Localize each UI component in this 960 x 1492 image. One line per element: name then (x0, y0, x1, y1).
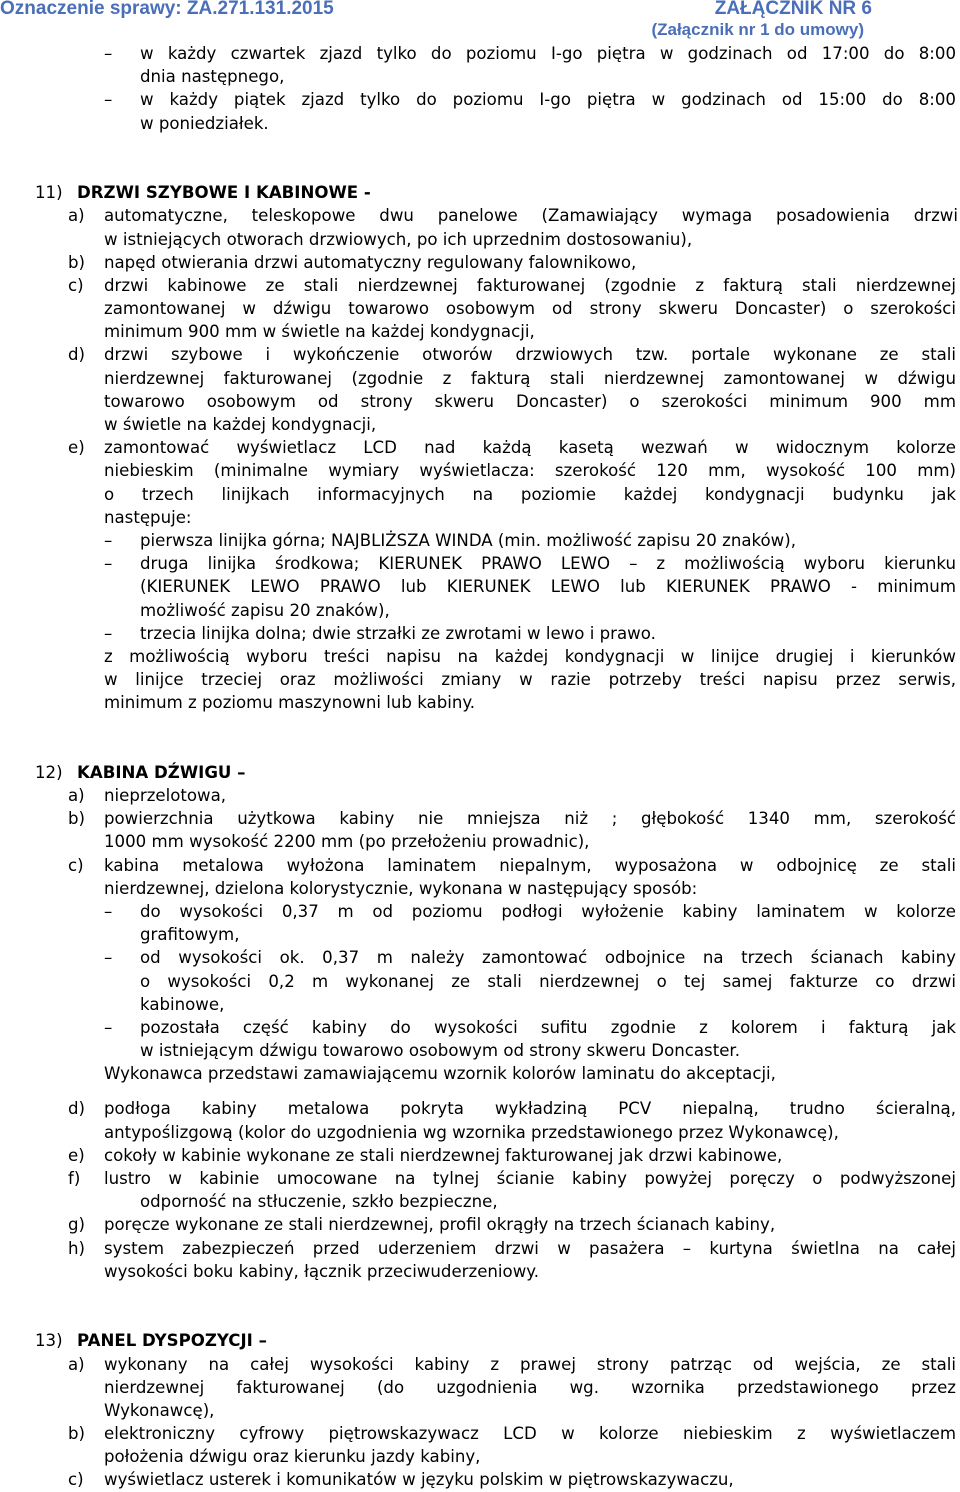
list-item: – w każdy czwartek zjazd tylko do poziomu I-go piętra w godzinach od 17:00 do 8:00 (0, 42, 960, 65)
list-item: – pozostała część kabiny do wysokości sufitu zgodnie z kolorem i fakturą jak (0, 1016, 960, 1039)
list-item: e) zamontować wyświetlacz LCD nad każdą kasetą wezwań w widocznym kolorze (68, 438, 956, 458)
dash-bullet: – (104, 623, 113, 643)
section-heading (0, 761, 960, 784)
dash-bullet: – (104, 554, 113, 574)
list-item: – do wysokości 0,37 m od poziomu podłogi wyłożenie kabiny laminatem w kolorze (0, 900, 960, 923)
list-item: a) nieprzelotowa, (68, 786, 227, 805)
list-item: h) system zabezpieczeń przed uderzeniem drzwi w pasażera – kurtyna świetlna na całej (68, 1238, 956, 1258)
list-item: – druga linijka środkowa; KIERUNEK PRAWO LEWO – z możliwością wyboru kierunku (0, 552, 960, 575)
section-title: DRZWI SZYBOWE I KABINOWE - (77, 183, 371, 203)
list-item: d) podłoga kabiny metalowa pokryta wykładziną PCV niepalną, trudno ścieralną, (68, 1099, 956, 1119)
dash-bullet: – (104, 901, 113, 921)
list-item: a) wykonany na całej wysokości kabiny z prawej strony patrząc od wejścia, ze stali (68, 1354, 956, 1374)
list-item: c) kabina metalowa wyłożona laminatem niepalnym, wyposażona w odbojnicę ze stali (68, 855, 956, 875)
list-item: a) automatyczne, teleskopowe dwu panelowe (Zamawiający wymaga posadowienia drzwi (68, 206, 958, 226)
list-item: c) wyświetlacz usterek i komunikatów w języku polskim w piętrowskazywaczu, (68, 1470, 734, 1490)
dash-bullet: – (104, 44, 113, 63)
document-body: – w każdy czwartek zjazd tylko do poziomu I-go piętra w godzinach od 17:00 do 8:00 dnia następnego, – w każdy piątek zjazd tylko do poziomu I-go piętra w godzinach od 15:00 do 8:00 w poniedziałek. 11) DRZWI SZYBOWE I KABINOWE - a) automatyczne, teleskopowe dwu panelowe (Zamawiający wymaga posadowienia drzwi w istniejących otworach drzwiowych, po ich uprzednim dostosowaniu), b) napęd otwierania drzwi automatyczny regulowany falownikowo, c) drzwi kabinowe ze stali nierdzewnej fakturowanej (zgodnie z fakturą stali nierdzewnej zamontowanej w dźwigu towarowo osobowym od strony skweru Doncaster) o szerokości minimum 900 mm w świetle na każdej kondygnacji, d) drzwi szybowe i wykończenie otworów drzwiowych tzw. portale wykonane ze stali nierdzewnej fakturowanej (zgodnie z fakturą stali nierdzewnej zamontowanej w dźwigu towarowo osobowym od strony skweru Doncaster) o szerokości minimum 900 mm w świetle na każdej kondygnacji, e) zamontować wyświetlacz LCD nad każdą kasetą wezwań w widocznym kolorze niebieskim (minimalne wymiary wyświetlacza: szerokość 120 mm, wysokość 100 mm) o trzech linijkach informacyjnych na poziomie każdej kondygnacji budynku jak następuje: – pierwsza linijka górna; NAJBLIŻSZA WINDA (min. możliwość zapisu 20 znaków), – druga linijka środkowa; KIERUNEK PRAWO LEWO – z możliwością wyboru kierunku (KIERUNEK LEWO PRAWO lub KIERUNEK LEWO lub KIERUNEK PRAWO - minimum możliwość zapisu 20 znaków), – trzecia linijka dolna; dwie strzałki ze zwrotami w lewo i prawo. z możliwością wyboru treści napisu na każdej kondygnacji w linijce drugiej i kierunków w linijce trzeciej oraz możliwości zmiany w razie potrzeby treści napisu przez serwis, minimum z poziomu maszynowni lub kabiny. 12) KABINA DŹWIGU – a) nieprzelotowa, b) powierzchnia użytkowa kabiny nie mniejsza niż ; głębokość 1340 mm, szerokość 1000 mm wysokość 2200 mm (po przełożeniu prowadnic), c) kabina metalowa wyłożona laminatem niepalnym, wyposażona w odbojnicę ze stali nierdzewnej, dzielona kolorystycznie, wykonana w następujący sposób: – do wysokości 0,37 m od poziomu podłogi wyłożenie kabiny laminatem w kolorze grafitowym, – od wysokości ok. 0,37 m należy zamontować odbojnice na trzech ścianach kabiny o wysokości 0,2 m wykonanej ze stali nierdzewnej o tej samej fakturze co drzwi kabinowe, – pozostała część kabiny do wysokości sufitu zgodnie z kolorem i fakturą jak w istniejącym dźwigu towarowo osobowym od strony skweru Doncaster. Wykonawca przedstawi zamawiającemu wzornik kolorów laminatu do akceptacji, d) podłoga kabiny metalowa pokryta wykładziną PCV niepalną, trudno ścieralną, antypoślizgową (kolor do uzgodnienia wg wzornika przedstawionego przez Wykonawcę), e) cokoły w kabinie wykonane ze stali nierdzewnej fakturowanej jak drzwi kabinowe, f) lustro w kabinie umocowane na tylnej ścianie kabiny powyżej poręczy o podwyższonej odporność na stłuczenie, szkło bezpieczne, g) poręcze wykonane ze stali nierdzewnej, profil okrągły na trzech ścianach kabiny, h) system zabezpieczeń przed uderzeniem drzwi w pasażera – kurtyna świetlna na całej wysokości boku kabiny, łącznik przeciwuderzeniowy. 13) PANEL DYSPOZYCJI – a) wykonany na całej wysokości kabiny z prawej strony patrząc od wejścia, ze stali nierdzewnej fakturowanej (do uzgodnienia wg. wzornika przedstawionego przez Wykonawcę), b) elektroniczny cyfrowy piętrowskazywacz LCD w kolorze niebieskim z wyświetlaczem położenia dźwigu oraz kierunku jazdy kabiny, c) wyświetlacz usterek i komunikatów w języku polskim w piętrowskazywaczu, (0, 42, 960, 1492)
list-item: g) poręcze wykonane ze stali nierdzewnej, profil okrągły na trzech ścianach kabiny, (68, 1215, 776, 1235)
list-item: b) elektroniczny cyfrowy piętrowskazywacz LCD w kolorze niebieskim z wyświetlaczem (68, 1424, 956, 1444)
section-number: 11) (35, 183, 63, 203)
section-number: 13) (35, 1331, 63, 1351)
dash-bullet: – (104, 90, 113, 110)
page-header (0, 0, 960, 46)
list-item: – w każdy piątek zjazd tylko do poziomu I-go piętra w godzinach od 15:00 do 8:00 (0, 88, 960, 111)
list-item: b) napęd otwierania drzwi automatyczny regulowany falownikowo, (68, 252, 637, 272)
list-item: b) powierzchnia użytkowa kabiny nie mniejsza niż ; głębokość 1340 mm, szerokość (68, 809, 956, 829)
section-heading (0, 181, 960, 204)
attachment-title: ZAŁĄCZNIK NR 6 (714, 0, 872, 19)
dash-bullet: – (104, 530, 113, 550)
list-item: – od wysokości ok. 0,37 m należy zamontować odbojnice na trzech ścianach kabiny (0, 946, 960, 969)
list-item: c) drzwi kabinowe ze stali nierdzewnej fakturowanej (zgodnie z fakturą stali nierdzewnej (68, 275, 956, 295)
list-item: f) lustro w kabinie umocowane na tylnej ścianie kabiny powyżej poręczy o podwyższonej (68, 1169, 956, 1188)
section-title: PANEL DYSPOZYCJI – (77, 1331, 267, 1351)
section-title: KABINA DŹWIGU – (77, 762, 246, 782)
dash-bullet: – (104, 948, 113, 968)
section-heading (0, 1329, 960, 1352)
list-item: e) cokoły w kabinie wykonane ze stali nierdzewnej fakturowanej jak drzwi kabinowe, (68, 1145, 783, 1165)
section-number: 12) (35, 762, 63, 782)
list-item: d) drzwi szybowe i wykończenie otworów drzwiowych tzw. portale wykonane ze stali (68, 345, 956, 365)
case-number: Oznaczenie sprawy: ZA.271.131.2015 (0, 0, 334, 19)
attachment-subtitle: (Załącznik nr 1 do umowy) (651, 20, 864, 39)
dash-bullet: – (104, 1017, 113, 1037)
list-item: – pierwsza linijka górna; NAJBLIŻSZA WINDA (min. możliwość zapisu 20 znaków), (0, 529, 960, 552)
list-item: – trzecia linijka dolna; dwie strzałki ze zwrotami w lewo i prawo. (0, 622, 960, 645)
